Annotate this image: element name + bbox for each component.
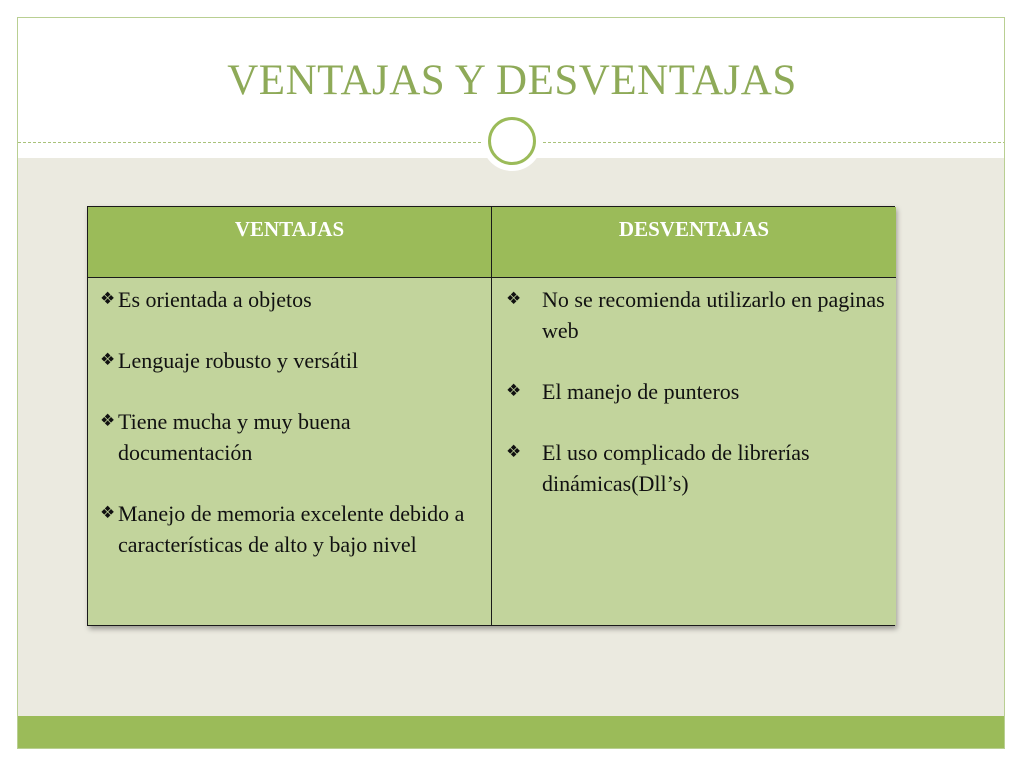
list-item bbox=[100, 498, 477, 560]
list-item-text: No se recomienda utilizarlo en paginas web bbox=[542, 287, 885, 343]
slide-title: VENTAJAS Y DESVENTAJAS bbox=[227, 57, 797, 104]
list-item bbox=[506, 376, 886, 407]
diamond-bullet-icon: ❖ bbox=[506, 289, 522, 309]
list-item bbox=[100, 345, 477, 376]
circle-ornament-icon bbox=[488, 117, 536, 165]
list-item bbox=[100, 406, 477, 468]
list-item-text: Lenguaje robusto y versátil bbox=[118, 348, 359, 373]
diamond-bullet-icon: ❖ bbox=[100, 289, 116, 309]
header-ventajas: VENTAJAS bbox=[88, 207, 492, 278]
list-item-text: Manejo de memoria excelente debido a características de alto y bajo nivel bbox=[118, 501, 465, 557]
list-item-text: El uso complicado de librerías dinámicas(Dll’s) bbox=[542, 440, 810, 496]
desventajas-cell bbox=[492, 278, 896, 625]
desventajas-list bbox=[506, 284, 886, 499]
header-desventajas: DESVENTAJAS bbox=[492, 207, 896, 278]
diamond-bullet-icon: ❖ bbox=[100, 411, 116, 431]
diamond-bullet-icon: ❖ bbox=[506, 381, 522, 401]
list-item-text: Es orientada a objetos bbox=[118, 287, 312, 312]
footer-bar bbox=[18, 716, 1005, 749]
list-item bbox=[100, 284, 477, 315]
diamond-bullet-icon: ❖ bbox=[100, 503, 116, 523]
list-item bbox=[506, 284, 886, 346]
list-item-text: Tiene mucha y muy buena documentación bbox=[118, 409, 351, 465]
ventajas-cell bbox=[88, 278, 492, 625]
list-item-text: El manejo de punteros bbox=[542, 379, 740, 404]
diamond-bullet-icon: ❖ bbox=[506, 442, 522, 462]
diamond-bullet-icon: ❖ bbox=[100, 350, 116, 370]
list-item bbox=[506, 437, 886, 499]
ventajas-list bbox=[100, 284, 477, 560]
comparison-table bbox=[87, 206, 895, 626]
